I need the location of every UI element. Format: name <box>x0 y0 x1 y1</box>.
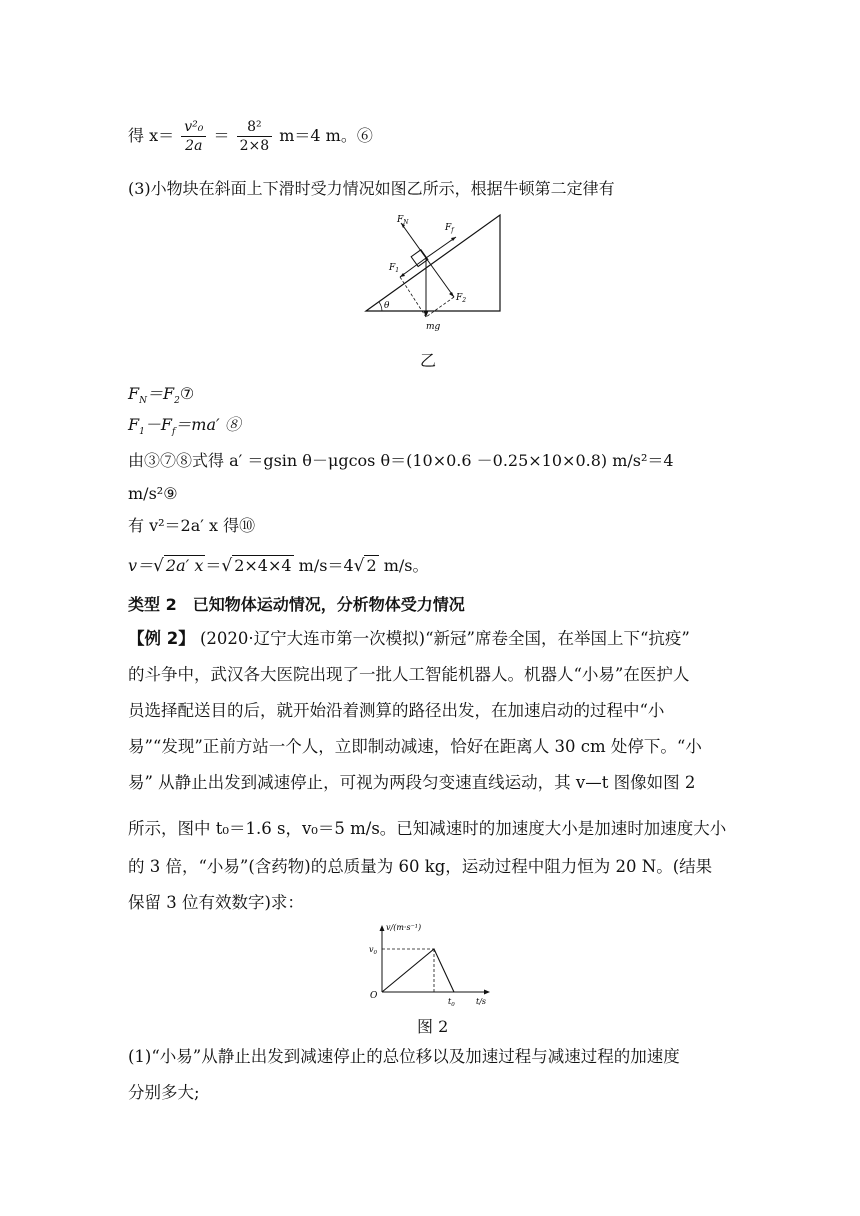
example2-line-3: 员选择配送目的后，就开始沿着测算的路径出发，在加速启动的过程中“小 <box>128 701 665 720</box>
example2-line-1: 【例 2】 (2020·辽宁大连市第一次模拟)“新冠”席卷全国，在举国上下“抗疫” <box>128 629 690 648</box>
y-axis-label: v/(m·s⁻¹) <box>386 923 422 932</box>
ff-label: $F_f$ <box>445 223 454 234</box>
mg-label: mg <box>426 322 441 332</box>
fraction-denominator-numeric: 2×8 <box>239 138 270 154</box>
v0-tick-label: $v_0$ <box>369 945 378 956</box>
theta-label: θ <box>384 301 390 311</box>
example2-line-4: 易”“发现”正前方站一个人，立即制动减速，恰好在距离人 30 cm 处停下。“小 <box>128 737 702 756</box>
figure-2-caption: 图 2 <box>417 1017 449 1036</box>
equation-9-line2: m/s²⑨ <box>128 484 178 503</box>
part3-intro: (3)小物块在斜面上下滑时受力情况如图乙所示，根据牛顿第二定律有 <box>128 179 615 198</box>
fraction-numeric <box>237 118 273 155</box>
incline-force-diagram <box>360 210 510 340</box>
example2-line-7: 的 3 倍，“小易”(含药物)的总质量为 60 kg，运动过程中阻力恒为 20 N。(结果 <box>128 857 713 876</box>
question1-line-1: (1)“小易”从静止出发到减速停止的总位移以及加速过程与减速过程的加速度 <box>128 1047 680 1066</box>
x-lead: 得 x＝ <box>128 126 175 145</box>
equation-11: v＝√ 2a′ x ＝√ 2×4×4 m/s＝4√ 2 m/s。 <box>128 556 429 576</box>
f1-label: $F_1$ <box>389 263 400 274</box>
example2-line-6: 所示，图中 t₀＝1.6 s，v₀＝5 m/s。已知减速时的加速度大小是加速时加速度大小 <box>128 819 727 838</box>
radicand-1: 2a′ x <box>165 556 204 575</box>
equation-9-line1: 由③⑦⑧式得 a′ ＝gsin θ－μgcos θ＝(10×0.6 －0.25×10×0.8) m/s²＝4 <box>128 451 674 470</box>
t0-tick-label: $t_0$ <box>448 997 455 1006</box>
f2-label: $F_2$ <box>456 293 467 304</box>
example2-label: 【例 2】 <box>128 629 195 648</box>
equation-10: 有 v²＝2a′ x 得⑩ <box>128 516 256 535</box>
equals-sign: ＝ <box>213 126 230 145</box>
radicand-3: 2 <box>366 556 377 575</box>
fraction-v0-over-2a <box>181 118 206 155</box>
type2-heading: 类型 2 已知物体运动情况，分析物体受力情况 <box>128 595 465 614</box>
equation-7: $F_N=F_2⑦$ <box>128 384 195 407</box>
question1-line-2: 分别多大; <box>128 1083 200 1102</box>
radicand-2: 2×4×4 <box>234 556 292 575</box>
fraction-denominator: 2a <box>185 138 203 154</box>
figure-yi-caption: 乙 <box>420 351 437 370</box>
fraction-numerator: v²₀ <box>181 118 206 137</box>
fraction-numerator-numeric: 8² <box>237 118 273 137</box>
x-axis-label: t/s <box>476 997 487 1006</box>
incline-triangle <box>366 215 500 311</box>
result-x-line <box>128 118 373 155</box>
equation-8: $F_1-F_f=ma'$ ⑧ <box>128 415 241 438</box>
velocity-curve <box>382 949 454 992</box>
example2-line-5: 易” 从静止出发到减速停止，可视为两段匀变速直线运动，其 v—t 图像如图 2 <box>128 773 696 792</box>
example2-line-2: 的斗争中，武汉各大医院出现了一批人工智能机器人。机器人“小易”在医护人 <box>128 665 690 684</box>
example2-line-8: 保留 3 位有效数字)求： <box>128 893 304 912</box>
origin-label: O <box>370 991 378 1001</box>
fn-label: $F_N$ <box>397 215 409 226</box>
x-tail: m＝4 m。⑥ <box>279 126 373 145</box>
vt-graph <box>368 920 508 1006</box>
